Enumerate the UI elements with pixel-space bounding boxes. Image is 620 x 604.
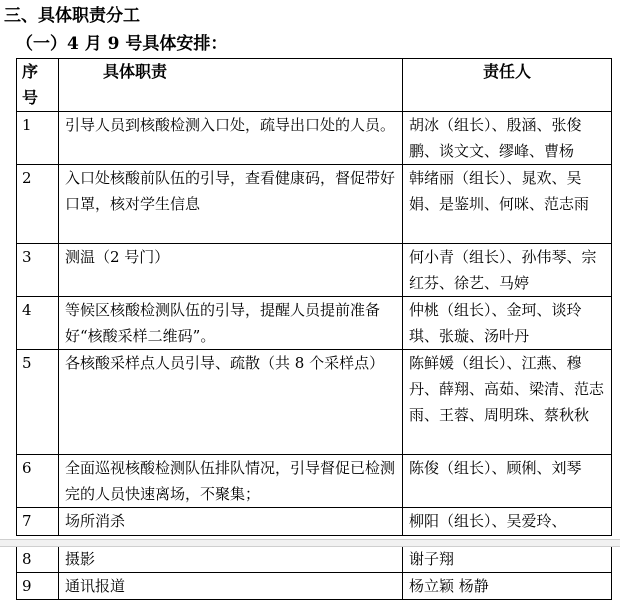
row-duty: 测温（2 号门） [59, 244, 403, 297]
page-break [0, 539, 620, 547]
row-duty: 场所消杀 [59, 508, 403, 536]
row-duty: 引导人员到核酸检测入口处，疏导出口处的人员。 [59, 112, 403, 165]
table-row [17, 573, 620, 600]
row-person: 杨立颖 杨静 [403, 573, 612, 600]
row-person: 陈鲜媛（组长）、江燕、穆丹、薛翔、高茹、梁清、范志雨、王蓉、周明珠、蔡秋秋 [403, 350, 612, 455]
row-duty: 全面巡视核酸检测队伍排队情况，引导督促已检测完的人员快速离场，不聚集； [59, 455, 403, 508]
row-duty: 等候区核酸检测队伍的引导，提醒人员提前准备好“核酸采样二维码”。 [59, 297, 403, 350]
header-person: 责任人 [403, 59, 612, 112]
row-person: 柳阳（组长）、吴爱玲、 [403, 508, 612, 536]
row-seq: 3 [17, 244, 59, 297]
table-row [17, 244, 620, 297]
row-seq: 2 [17, 165, 59, 244]
row-duty: 通讯报道 [59, 573, 403, 600]
row-person: 仲桃（组长）、金珂、谈玲琪、张璇、汤叶丹 [403, 297, 612, 350]
row-seq: 7 [17, 508, 59, 536]
row-seq: 9 [17, 573, 59, 600]
row-seq: 8 [17, 546, 59, 573]
row-person: 韩绪丽（组长）、晁欢、吴娟、是鉴圳、何咪、范志雨 [403, 165, 612, 244]
row-seq: 4 [17, 297, 59, 350]
row-seq: 5 [17, 350, 59, 455]
table-row [17, 508, 620, 536]
subsection-heading: （一）4 月 9 号具体安排： [16, 34, 228, 54]
row-person: 胡冰（组长）、殷涵、张俊鹏、谈文文、缪峰、曹杨 [403, 112, 612, 165]
header-duty: 具体职责 [59, 59, 403, 112]
table-header-row [17, 59, 620, 112]
table-row [17, 455, 620, 508]
row-person: 谢子翔 [403, 546, 612, 573]
table-row [17, 165, 620, 244]
table-row [17, 297, 620, 350]
row-seq: 6 [17, 455, 59, 508]
table-row [17, 546, 620, 573]
duty-table [16, 58, 620, 600]
row-person: 何小青（组长）、孙伟琴、宗红芬、徐艺、马婷 [403, 244, 612, 297]
table-row [17, 350, 620, 455]
section-heading: 三、具体职责分工 [4, 6, 140, 26]
row-person: 陈俊（组长）、顾俐、刘琴 [403, 455, 612, 508]
table-row [17, 112, 620, 165]
row-duty: 摄影 [59, 546, 403, 573]
row-duty: 入口处核酸前队伍的引导，查看健康码，督促带好口罩，核对学生信息 [59, 165, 403, 244]
row-duty: 各核酸采样点人员引导、疏散（共 8 个采样点） [59, 350, 403, 455]
row-seq: 1 [17, 112, 59, 165]
header-seq: 序号 [17, 59, 59, 112]
